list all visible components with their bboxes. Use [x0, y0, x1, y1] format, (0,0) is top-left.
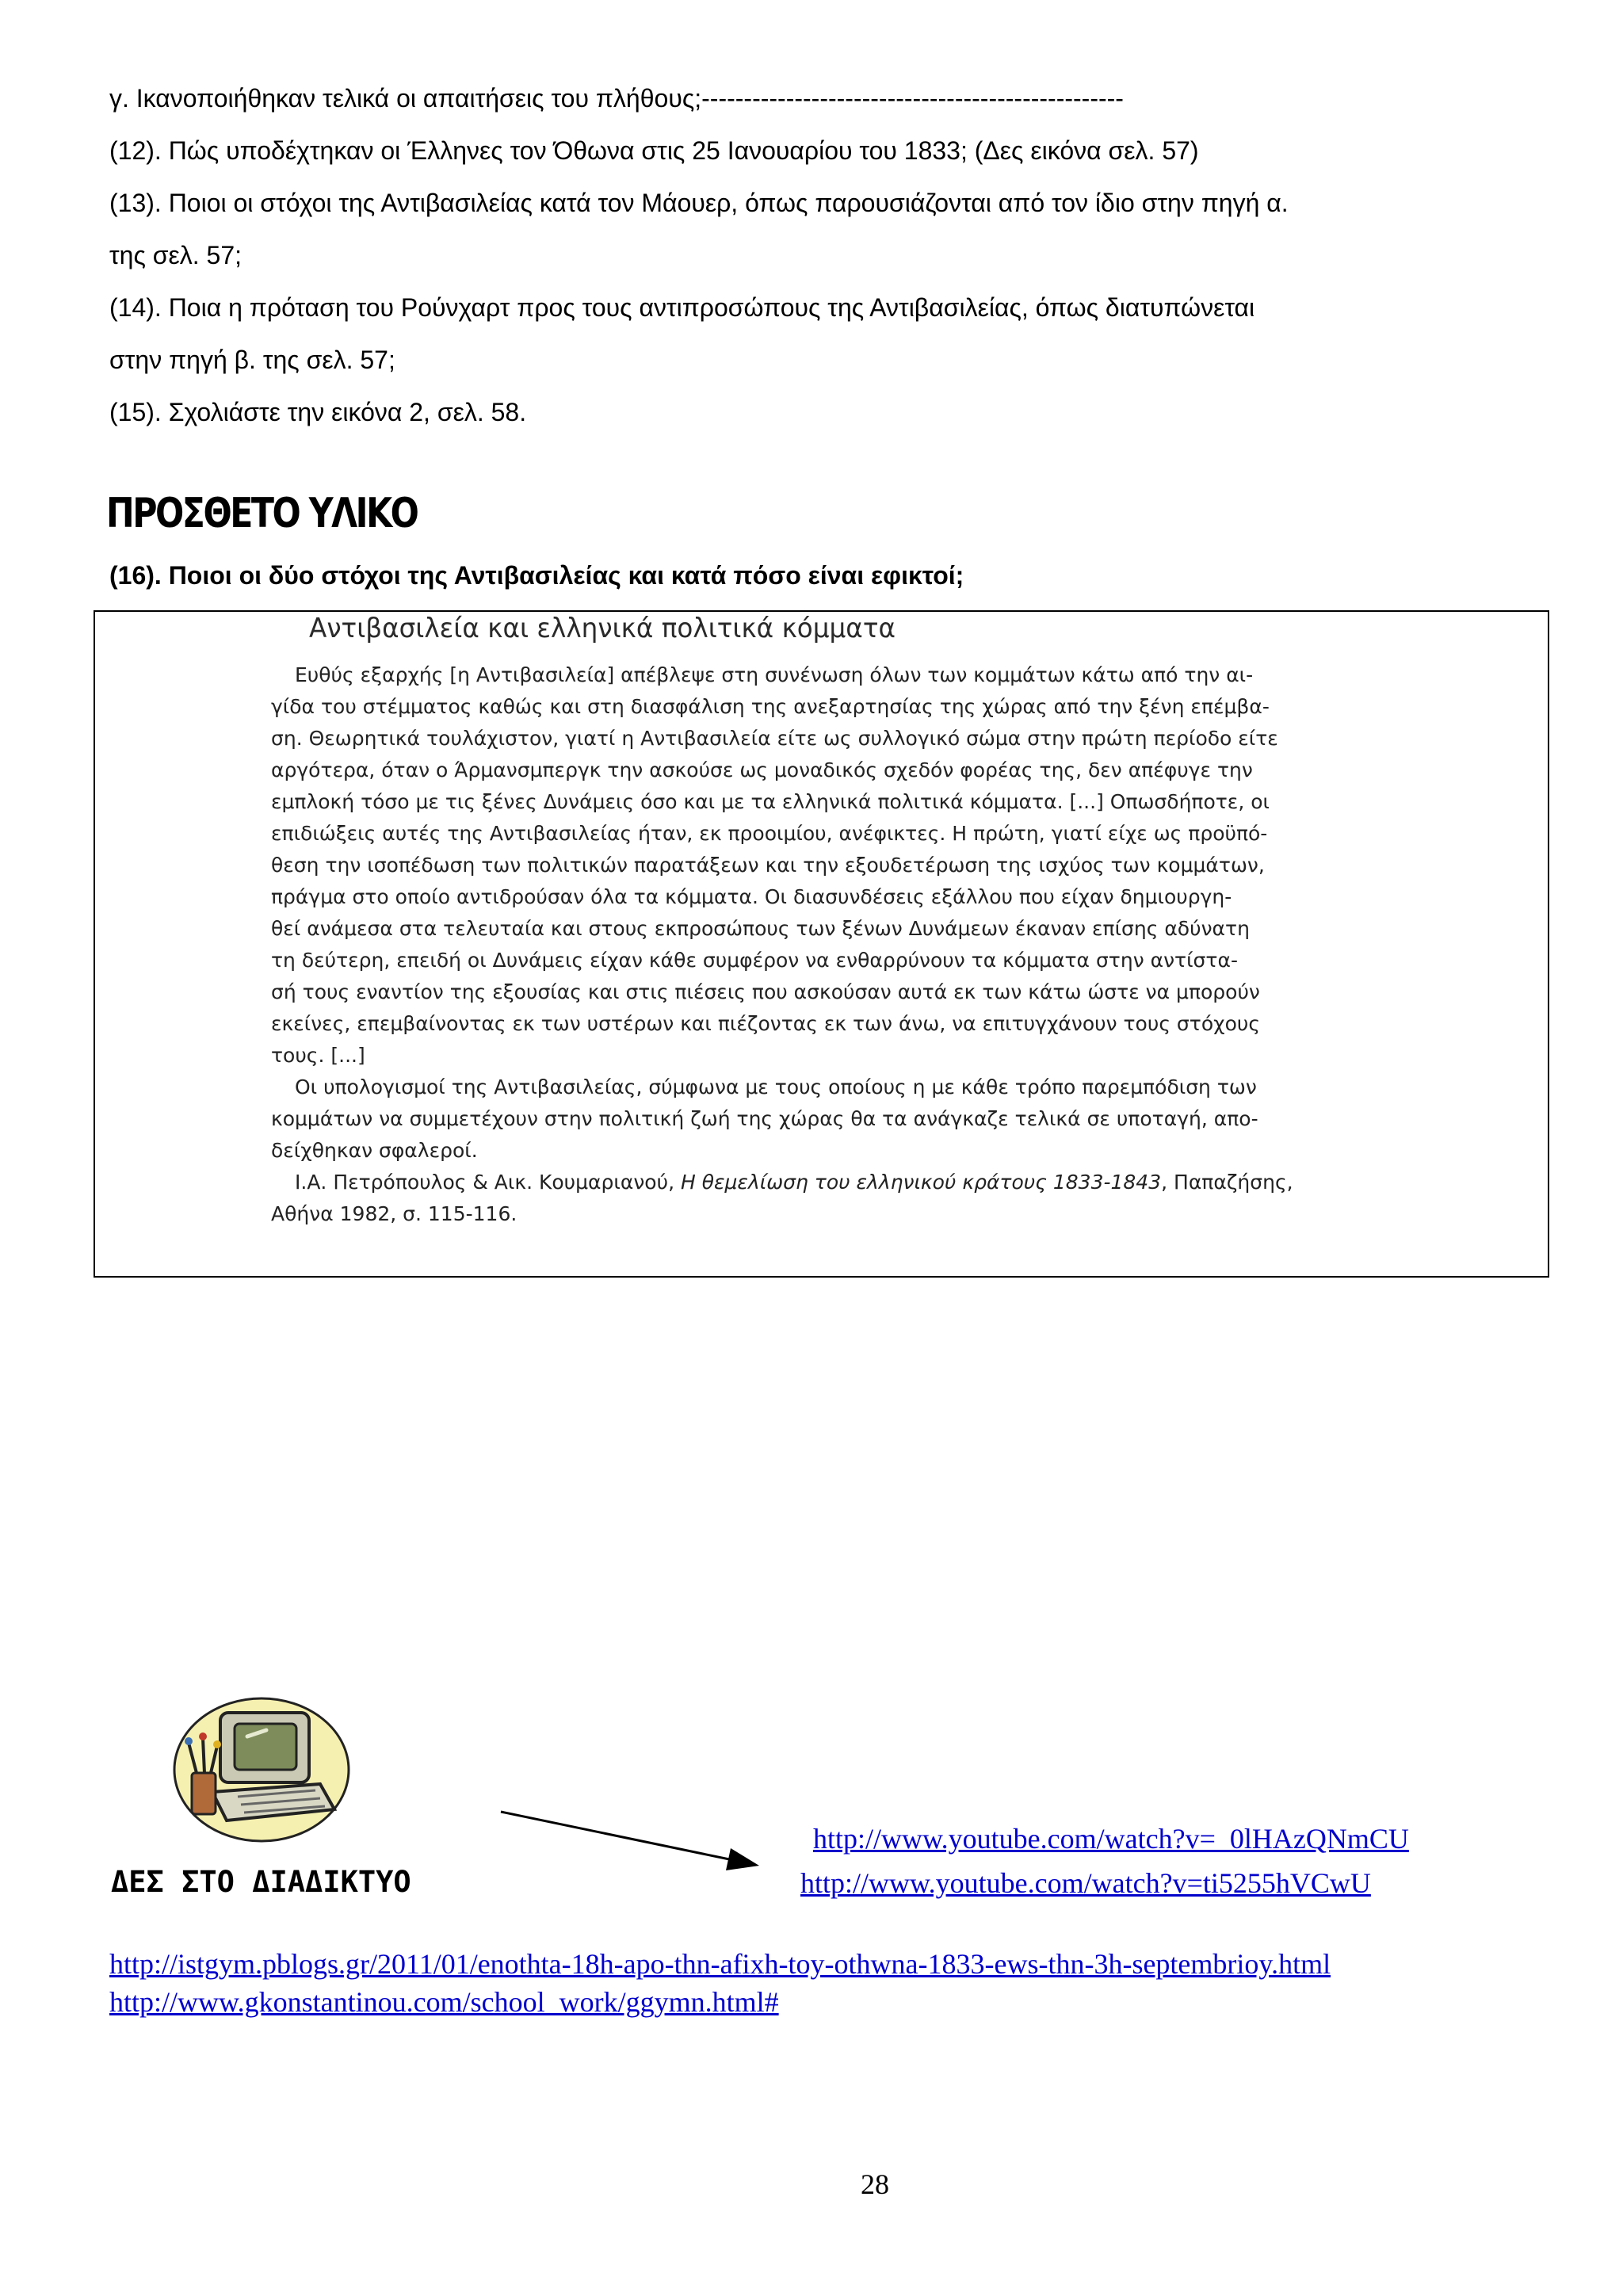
citation-publisher: , Παπαζήσης, — [1161, 1171, 1293, 1194]
extra-material-heading: ΠΡΟΣΘΕΤΟ ΥΛΙΚΟ — [106, 490, 418, 537]
question-13-line2: της σελ. 57; — [109, 241, 242, 269]
question-g: γ. Ικανοποιήθηκαν τελικά οι απαιτήσεις του πλήθους;-------------------------------------------------- — [109, 84, 1124, 113]
source-line: κομμάτων να συμμετέχουν στην πολιτική ζωή της χώρας θα τα ανάγκαζε τελικά σε υποταγή, απο- — [271, 1107, 1258, 1130]
youtube-link-1[interactable]: http://www.youtube.com/watch?v=_0lHAzQNmCU — [813, 1823, 1409, 1855]
arrow-icon — [499, 1807, 761, 1878]
question-14-line1: (14). Ποια η πρόταση του Ρούνχαρτ προς τους αντιπροσώπους της Αντιβασιλείας, όπως διατυπώνεται — [109, 293, 1255, 322]
source-line: τη δεύτερη, επειδή οι Δυνάμεις είχαν κάθε συμφέρον να ενθαρρύνουν τα κόμματα στην αντίστα- — [271, 949, 1238, 972]
see-internet-label: ΔΕΣ ΣΤΟ ΔΙΑΔΙΚΤΥΟ — [111, 1865, 411, 1899]
computer-icon — [165, 1690, 355, 1846]
question-12: (12). Πώς υποδέχτηκαν οι Έλληνες τον Όθωνα στις 25 Ιανουαρίου του 1833; (Δες εικόνα σελ. 57) — [109, 136, 1199, 165]
source-line: εμπλοκή τόσο με τις ξένες Δυνάμεις όσο και με τα ελληνικά πολιτικά κόμματα. [...] Οπωσδήποτε, οι — [271, 790, 1270, 813]
gkonstantinou-link[interactable]: http://www.gkonstantinou.com/school_work/ggymn.html# — [109, 1986, 779, 2018]
question-13-line1: (13). Ποιοι οι στόχοι της Αντιβασιλείας κατά τον Μάουερ, όπως παρουσιάζονται από τον ίδιο στην πηγή α. — [109, 189, 1289, 217]
source-line: αργότερα, όταν ο Άρμανσμπεργκ την ασκούσε ως μοναδικός σχεδόν φορέας της, δεν απέφυγε την — [271, 758, 1253, 781]
source-line: τους. [...] — [271, 1044, 365, 1067]
source-line: επιδιώξεις αυτές της Αντιβασιλείας ήταν, εκ προοιμίου, ανέφικτες. Η πρώτη, γιατί είχε ως προϋπό- — [271, 822, 1268, 845]
citation-title: Η θεμελίωση του ελληνικού κράτους 1833-1843 — [680, 1171, 1162, 1194]
source-line: γίδα του στέμματος καθώς και στη διασφάλιση της ανεξαρτησίας της χώρας από την ξένη επέμβα- — [271, 695, 1270, 718]
youtube-link-2[interactable]: http://www.youtube.com/watch?v=ti5255hVCwU — [800, 1867, 1371, 1899]
question-15: (15). Σχολιάστε την εικόνα 2, σελ. 58. — [109, 398, 527, 426]
source-line: θεί ανάμεσα στα τελευταία και στους εκπροσώπους των ξένων Δυνάμεων έκαναν επίσης αδύνατη — [271, 917, 1250, 940]
source-line: ση. Θεωρητικά τουλάχιστον, γιατί η Αντιβασιλεία είτε ως συλλογικό σώμα στην πρώτη περίοδο είτε — [271, 727, 1278, 750]
source-line: Οι υπολογισμοί της Αντιβασιλείας, σύμφωνα με τους οποίους η με κάθε τρόπο παρεμπόδιση των — [295, 1075, 1257, 1098]
page-number: 28 — [861, 2168, 889, 2200]
source-citation-line2: Αθήνα 1982, σ. 115-116. — [271, 1202, 517, 1225]
source-line: σή τους εναντίον της εξουσίας και στις πιέσεις που ασκούσαν αυτά εκ των κάτω ώστε να μπορούν — [271, 980, 1260, 1003]
question-14-line2: στην πηγή β. της σελ. 57; — [109, 346, 395, 374]
source-line: πράγμα στο οποίο αντιδρούσαν όλα τα κόμματα. Οι διασυνδέσεις εξάλλου που είχαν δημιουργη- — [271, 885, 1232, 908]
source-citation — [271, 1167, 1317, 1198]
source-line: δείχθηκαν σφαλεροί. — [271, 1139, 478, 1162]
question-16: (16). Ποιοι οι δύο στόχοι της Αντιβασιλείας και κατά πόσο είναι εφικτοί; — [109, 561, 964, 590]
source-title: Αντιβασιλεία και ελληνικά πολιτικά κόμματα — [309, 613, 896, 644]
source-line: εκείνες, επεμβαίνοντας εκ των υστέρων και πιέζοντας εκ των άνω, να επιτυγχάνουν τους στόχους — [271, 1012, 1260, 1035]
citation-author: Ι.Α. Πετρόπουλος & Αικ. Κουμαριανού, — [295, 1171, 681, 1194]
istgym-link[interactable]: http://istgym.pblogs.gr/2011/01/enothta-18h-apo-thn-afixh-toy-othwna-1833-ews-thn-3h-septembrioy.html — [109, 1948, 1331, 1980]
source-line: θεση την ισοπέδωση των πολιτικών παρατάξεων και την εξουδετέρωση της ισχύος των κομμάτων, — [271, 854, 1265, 877]
source-line: Ευθύς εξαρχής [η Αντιβασιλεία] απέβλεψε στη συνένωση όλων των κομμάτων κάτω από την αι- — [295, 663, 1254, 686]
